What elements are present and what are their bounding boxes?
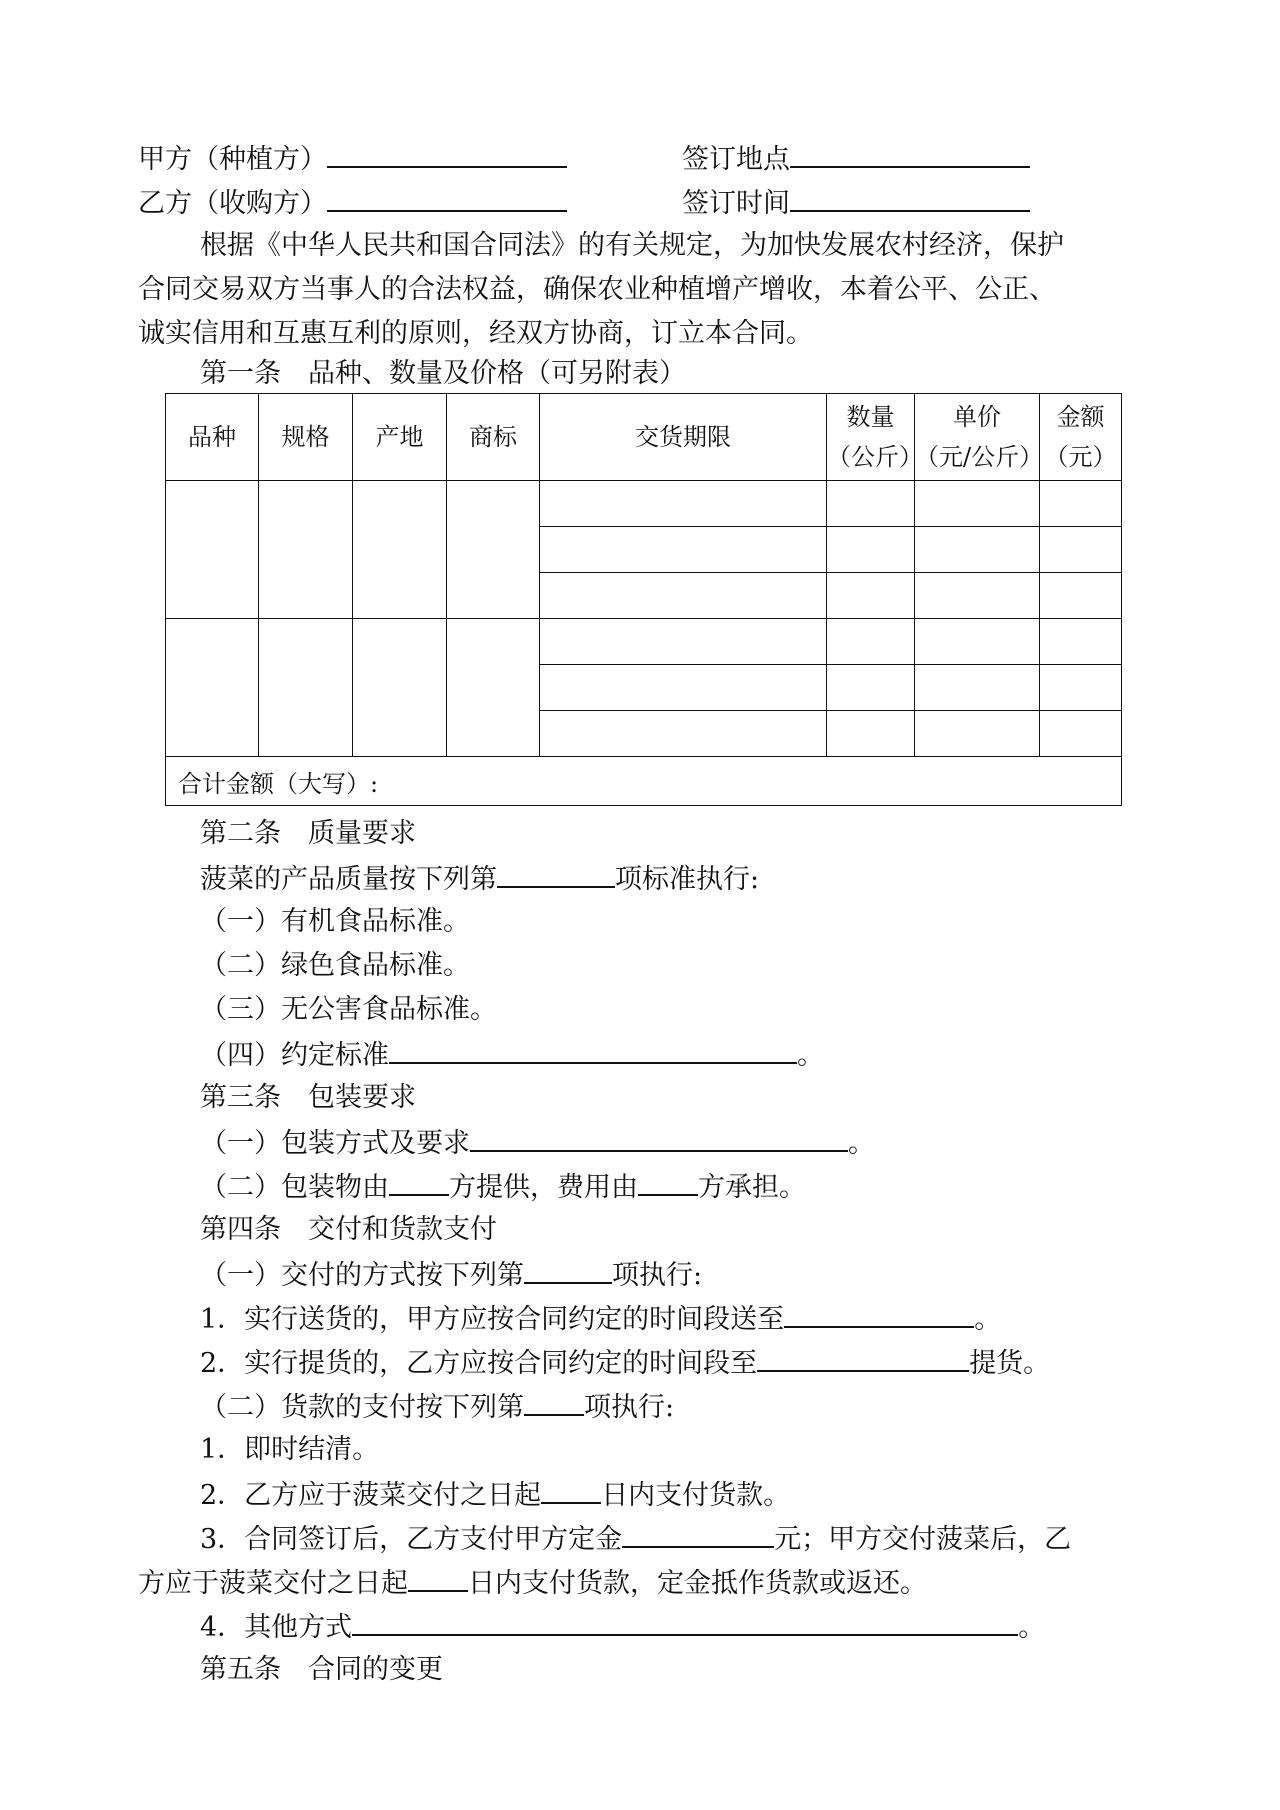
- col-amount: [1040, 394, 1122, 481]
- cell-quantity[interactable]: [827, 527, 915, 573]
- cell-brand[interactable]: [447, 481, 540, 619]
- cell-quantity[interactable]: [827, 665, 915, 711]
- payment-method-end: 项执行:: [584, 1392, 675, 1423]
- other-method-blank[interactable]: [352, 1610, 1018, 1636]
- standard-choice-blank[interactable]: [497, 862, 615, 888]
- article3-title: 第三条 包装要求: [200, 1082, 416, 1113]
- table-total-row: [166, 757, 1122, 806]
- col-variety: 品种: [166, 394, 259, 481]
- col-quantity-label: 数量: [846, 403, 895, 431]
- party-a-label: 甲方（种植方）: [138, 144, 327, 175]
- table-row: [166, 481, 1122, 527]
- col-delivery-period: 交货期限: [540, 394, 827, 481]
- delivery-option-2: [200, 1346, 1050, 1380]
- cell-amount[interactable]: [1040, 481, 1122, 527]
- pickup-location-blank[interactable]: [757, 1346, 969, 1372]
- cell-spec[interactable]: [259, 481, 353, 619]
- cell-variety[interactable]: [166, 481, 259, 619]
- packaging-method-blank[interactable]: [470, 1126, 848, 1152]
- payment-option-2: [200, 1478, 790, 1512]
- article4-title: 第四条 交付和货款支付: [200, 1214, 497, 1245]
- cell-quantity[interactable]: [827, 573, 915, 619]
- packaging-cost-bearer-blank[interactable]: [638, 1170, 698, 1196]
- deposit-amount-blank[interactable]: [622, 1522, 774, 1548]
- article3-item-1-text: （一）包装方式及要求: [200, 1128, 470, 1159]
- article2-title: 第二条 质量要求: [200, 818, 416, 849]
- article3-item-2-mid: 方提供，费用由: [449, 1172, 638, 1203]
- col-amount-label: 金额: [1056, 403, 1105, 431]
- article3-item-2: [200, 1170, 806, 1204]
- delivery-choice-blank[interactable]: [524, 1258, 612, 1284]
- delivery-option-1: [200, 1302, 1001, 1336]
- party-b-line: [138, 186, 567, 220]
- article2-item-3: （三）无公害食品标准。: [200, 994, 497, 1025]
- col-amount-unit: （元）: [1044, 443, 1117, 471]
- article2-item-4-text: （四）约定标准: [200, 1040, 389, 1071]
- cell-unit-price[interactable]: [915, 527, 1040, 573]
- cell-quantity[interactable]: [827, 711, 915, 757]
- article3-item-1: [200, 1126, 875, 1160]
- payment-option-4-end: 。: [1018, 1612, 1046, 1643]
- article2-intro-end: 项标准执行:: [615, 864, 760, 895]
- sign-place-blank[interactable]: [790, 142, 1030, 168]
- cell-unit-price[interactable]: [915, 711, 1040, 757]
- payment-option-3-text: 3．合同签订后，乙方支付甲方定金: [200, 1524, 623, 1555]
- deposit-payment-days-blank[interactable]: [408, 1566, 468, 1592]
- cell-delivery-period[interactable]: [540, 573, 827, 619]
- preamble-line-3: 诚实信用和互惠互利的原则，经双方协商，订立本合同。: [138, 318, 813, 349]
- cell-delivery-period[interactable]: [540, 711, 827, 757]
- article3-item-1-end: 。: [848, 1128, 875, 1159]
- cell-delivery-period[interactable]: [540, 527, 827, 573]
- col-unit-price: [915, 394, 1044, 481]
- cell-unit-price[interactable]: [915, 665, 1040, 711]
- payment-option-3: [200, 1522, 1071, 1556]
- payment-option-3-end: 元；甲方交付菠菜后，乙: [774, 1524, 1072, 1555]
- packaging-provider-blank[interactable]: [389, 1170, 449, 1196]
- cell-amount[interactable]: [1040, 665, 1122, 711]
- total-amount-cell[interactable]: [166, 757, 1122, 806]
- cell-brand[interactable]: [447, 619, 540, 757]
- col-quantity: [827, 394, 923, 481]
- article1-title: 第一条 品种、数量及价格（可另附表）: [200, 358, 686, 389]
- payment-option-3-cont: [138, 1566, 927, 1600]
- cell-variety[interactable]: [166, 619, 259, 757]
- article2-item-2: （二）绿色食品标准。: [200, 950, 470, 981]
- sign-time-label: 签订时间: [682, 188, 790, 219]
- sign-place-label: 签订地点: [682, 144, 790, 175]
- col-brand: 商标: [447, 394, 540, 481]
- sign-place-line: [682, 142, 1030, 176]
- cell-amount[interactable]: [1040, 619, 1122, 665]
- cell-origin[interactable]: [353, 481, 447, 619]
- party-a-blank[interactable]: [327, 142, 567, 168]
- delivery-option-1-text: 1．实行送货的，甲方应按合同约定的时间段送至: [200, 1304, 785, 1335]
- delivery-option-2-text: 2．实行提货的，乙方应按合同约定的时间段至: [200, 1348, 758, 1379]
- payment-option-3-cont-end: 日内支付货款，定金抵作货款或返还。: [468, 1568, 927, 1599]
- cell-spec[interactable]: [259, 619, 353, 757]
- preamble-line-1: 根据《中华人民共和国合同法》的有关规定，为加快发展农村经济，保护: [200, 230, 1064, 261]
- party-a-line: [138, 142, 567, 176]
- col-unit-price-unit: （元/公斤）: [915, 443, 1044, 471]
- article2-intro-text: 菠菜的产品质量按下列第: [200, 864, 497, 895]
- cell-quantity[interactable]: [827, 619, 915, 665]
- preamble-line-2: 合同交易双方当事人的合法权益，确保农业种植增产增收，本着公平、公正、: [138, 274, 1056, 305]
- cell-amount[interactable]: [1040, 573, 1122, 619]
- cell-unit-price[interactable]: [915, 481, 1040, 527]
- payment-option-3-cont-text: 方应于菠菜交付之日起: [138, 1568, 408, 1599]
- delivery-option-1-end: 。: [974, 1304, 1002, 1335]
- delivery-destination-blank[interactable]: [784, 1302, 974, 1328]
- product-table: [165, 393, 1122, 806]
- party-b-blank[interactable]: [327, 186, 567, 212]
- table-header-row: [166, 394, 1122, 481]
- col-origin: 产地: [353, 394, 447, 481]
- article2-item-4: [200, 1038, 824, 1072]
- cell-amount[interactable]: [1040, 527, 1122, 573]
- payment-days-blank[interactable]: [541, 1478, 601, 1504]
- payment-option-4-text: 4．其他方式: [200, 1612, 353, 1643]
- cell-unit-price[interactable]: [915, 619, 1040, 665]
- cell-quantity[interactable]: [827, 481, 915, 527]
- total-amount-label: 合计金额（大写）:: [178, 769, 379, 798]
- delivery-method-end: 项执行:: [612, 1260, 703, 1291]
- agreed-standard-blank[interactable]: [389, 1038, 797, 1064]
- article2-item-1: （一）有机食品标准。: [200, 906, 470, 937]
- col-quantity-unit: （公斤）: [827, 443, 923, 471]
- delivery-option-2-end: 提货。: [969, 1348, 1051, 1379]
- party-b-label: 乙方（收购方）: [138, 188, 327, 219]
- payment-method-text: （二）货款的支付按下列第: [200, 1392, 524, 1423]
- delivery-method-text: （一）交付的方式按下列第: [200, 1260, 524, 1291]
- sign-time-blank[interactable]: [790, 186, 1030, 212]
- article3-item-2-text: （二）包装物由: [200, 1172, 389, 1203]
- payment-option-2-end: 日内支付货款。: [601, 1480, 791, 1511]
- col-spec: 规格: [259, 394, 353, 481]
- article3-item-2-end: 方承担。: [698, 1172, 806, 1203]
- article2-item-4-end: 。: [797, 1040, 824, 1071]
- delivery-method-line: [200, 1258, 702, 1292]
- payment-choice-blank[interactable]: [524, 1390, 584, 1416]
- payment-option-1: 1．即时结清。: [200, 1434, 380, 1465]
- cell-amount[interactable]: [1040, 711, 1122, 757]
- payment-method-line: [200, 1390, 674, 1424]
- sign-time-line: [682, 186, 1030, 220]
- cell-delivery-period[interactable]: [540, 481, 827, 527]
- table-row: [166, 619, 1122, 665]
- article2-intro: [200, 862, 759, 896]
- article5-title: 第五条 合同的变更: [200, 1654, 443, 1685]
- cell-origin[interactable]: [353, 619, 447, 757]
- payment-option-2-text: 2．乙方应于菠菜交付之日起: [200, 1480, 542, 1511]
- cell-delivery-period[interactable]: [540, 665, 827, 711]
- col-unit-price-label: 单价: [953, 403, 1001, 431]
- cell-unit-price[interactable]: [915, 573, 1040, 619]
- payment-option-4: [200, 1610, 1045, 1644]
- cell-delivery-period[interactable]: [540, 619, 827, 665]
